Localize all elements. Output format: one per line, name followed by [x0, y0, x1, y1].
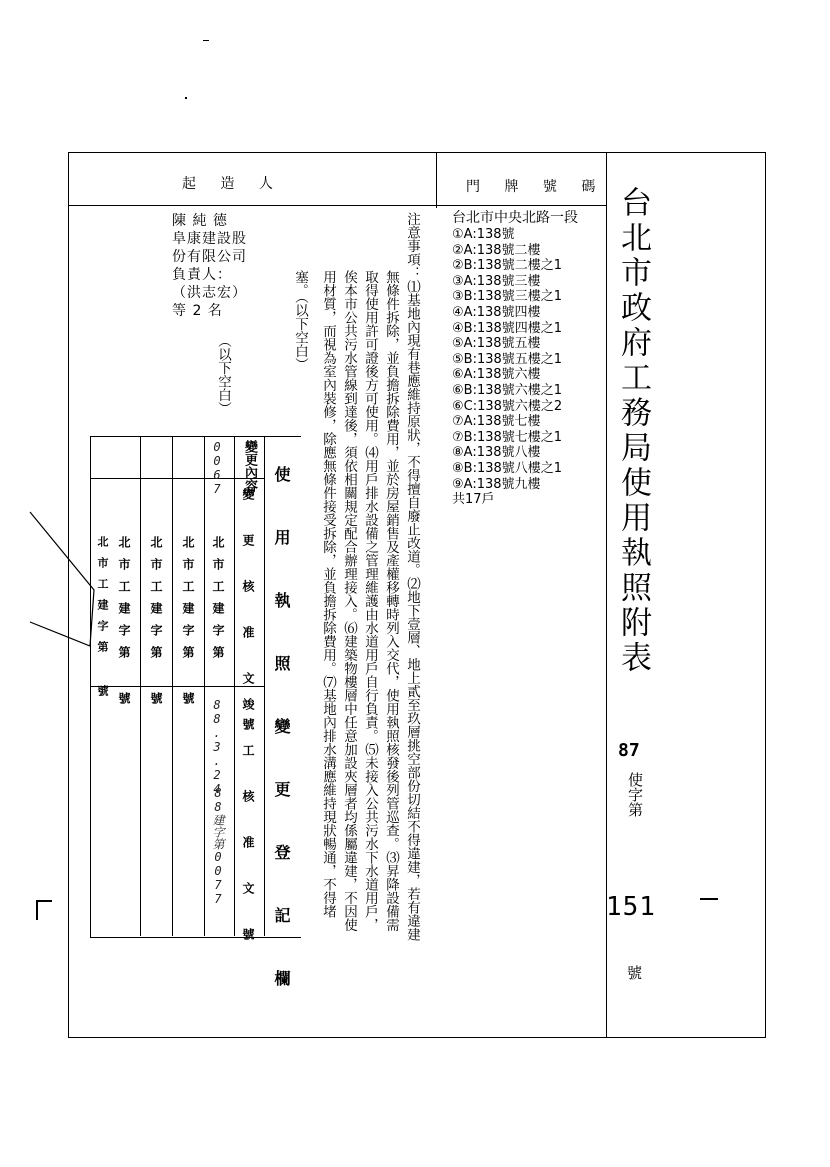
scan-fold-artifact	[28, 510, 98, 650]
permit-suffix: 號	[627, 964, 643, 982]
change-registry-table	[90, 436, 300, 1000]
scan-speck	[203, 40, 209, 41]
address-line: ⑥A:138號六樓	[452, 367, 541, 383]
address-line: ③A:138號三樓	[452, 273, 541, 289]
address-road: 台北市中央北路一段	[452, 210, 578, 226]
builder-line: 負責人：	[172, 267, 232, 283]
address-line: ⑦A:138號七樓	[452, 414, 541, 430]
registry-blank-row: 北市工建字第 號	[181, 536, 195, 714]
registry-row-line	[90, 478, 264, 479]
note-column-4: 俟本市公共污水管線到達後，須依相關規定配合辦理接入。⑹建築物樓層中任意加設夾層者均係屬違建，不因使	[341, 270, 357, 932]
address-line: ①A:138號	[452, 227, 515, 242]
scan-mark-left	[36, 900, 52, 920]
registry-handwritten-date: 88.3.24	[210, 698, 224, 796]
header-row-line	[68, 205, 606, 206]
address-line: ⑨A:138號九樓	[452, 476, 541, 492]
address-total: 共17戶	[452, 492, 495, 508]
registry-handwritten-completion: 88建字第0077	[211, 786, 225, 906]
address-column-separator	[436, 152, 437, 208]
builder-blank-note: （以下空白）	[215, 334, 231, 415]
registry-completion-approval-label: 竣 工 核 准 文 號	[241, 698, 255, 950]
scan-speck	[185, 97, 187, 99]
registry-col-label-change: 變更內容	[242, 440, 257, 492]
document-title: 台北市政府工務局使用執照附表	[615, 186, 651, 676]
builder-line: （洪志宏）	[172, 285, 247, 301]
permit-number: 151	[606, 892, 656, 922]
address-line: ②A:138號二樓	[452, 242, 541, 258]
permit-type: 使字第	[626, 772, 644, 817]
address-line: ④A:138號四樓	[452, 304, 541, 320]
address-line: ⑦B:138號七樓之1	[452, 429, 563, 445]
registry-blank-row: 北市工建字第 號	[96, 536, 109, 706]
builder-line: 阜康建設股	[172, 231, 247, 247]
registry-blank-row: 北市工建字第 號	[117, 536, 131, 714]
note-column-2: 無條件拆除，並負擔拆除費用，並於房屋銷售及產權移轉時列入交代，使用執照核發後列管巡查。⑶昇降設備需	[383, 270, 399, 932]
note-column-3: 取得使用許可證後方可使用。⑷用戶排水設備之管理維護由水道用戶自行負責。⑸未接入公共污水下水道用戶，	[362, 270, 378, 932]
registry-col-line	[264, 436, 265, 936]
registry-handwritten-no: 0067	[210, 440, 224, 496]
builder-line: 份有限公司	[172, 249, 247, 265]
builder-line: 陳 純 德	[172, 213, 228, 229]
permit-year: 87	[618, 740, 640, 761]
address-line: ⑧B:138號八樓之1	[452, 460, 563, 476]
note-column-5: 用材質，而視為室內裝修，除應無條件接受拆除，並負擔拆除費用。⑺基地內排水溝應維持現狀暢通，不得堵	[320, 270, 336, 918]
note-column-6: 塞。（以下空白）	[292, 270, 308, 372]
builder-info	[172, 212, 247, 320]
address-line: ③B:138號三樓之1	[452, 289, 563, 305]
address-list	[452, 227, 562, 508]
address-line: ⑧A:138號八樓	[452, 445, 541, 461]
address-header: 門 牌 號 碼	[466, 179, 606, 195]
address-line: ⑤B:138號五樓之1	[452, 351, 563, 367]
address-line: ④B:138號四樓之1	[452, 320, 563, 336]
note-column-1: 注意事項：⑴基地內現有巷應維持原狀，不得擅自廢止改道。⑵地下壹層、地上貳至玖層挑空部份切結不得違建，若有違建	[404, 212, 420, 941]
registry-blank-row: 北市工建字第 號	[149, 536, 163, 714]
address-line: ⑥C:138號六樓之2	[452, 398, 563, 414]
address-line: ⑤A:138號五樓	[452, 336, 541, 352]
builder-line: 等 2 名	[172, 303, 223, 319]
builder-header: 起 造 人	[182, 176, 283, 192]
address-line: ⑥B:138號六樓之1	[452, 382, 563, 398]
registry-approval-prefix: 北市工建字第	[211, 536, 225, 668]
address-line: ②B:138號二樓之1	[452, 258, 563, 274]
registry-change-approval-label: 變 更 核 准 文 號	[241, 488, 255, 740]
registry-header: 使 用 執 照 變 更 登 記 欄	[272, 466, 291, 1000]
